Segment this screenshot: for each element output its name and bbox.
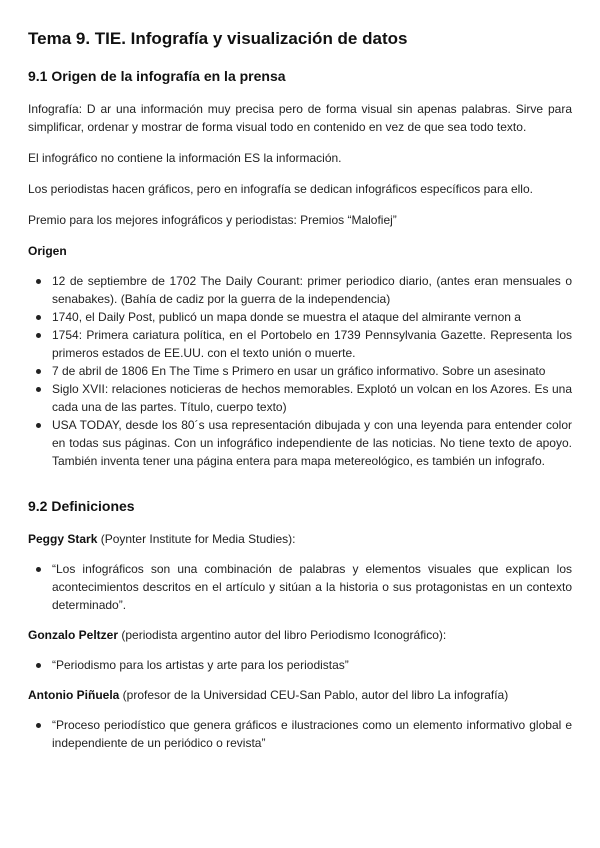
bullet-icon — [36, 663, 41, 668]
origen-list — [28, 272, 572, 470]
origen-label — [28, 242, 572, 260]
list-item-text: 1740, el Daily Post, publicó un mapa donde se muestra el ataque del almirante vernon a — [52, 310, 521, 324]
quote-list — [28, 656, 572, 674]
list-item — [52, 380, 572, 416]
bullet-icon — [36, 423, 41, 428]
paragraph-infografia-definition: Infografía: D ar una información muy precisa pero de forma visual sin apenas palabras. Sirve para simplificar, ordenar y mostrar de forma visual todo en contenido en vez de que sea todo texto. — [28, 102, 572, 134]
list-item — [52, 416, 572, 470]
paragraph-infografico-info: El infográfico no contiene la información ES la información. — [28, 151, 342, 165]
bullet-icon — [36, 723, 41, 728]
bullet-icon — [36, 279, 41, 284]
section-heading-origen: 9.1 Origen de la infografía en la prensa — [28, 68, 286, 84]
quote-text: “Los infográficos son una combinación de palabras y elementos visuales que explican los acontecimientos descritos en el artículo y sitúan a la historia o sus protagonistas en un contexto determinado”. — [52, 562, 572, 612]
bullet-icon — [36, 315, 41, 320]
list-item — [52, 362, 572, 380]
list-item — [52, 308, 572, 326]
quote-text: “Proceso periodístico que genera gráficos e ilustraciones como un elemento informativo global e independiente de un periódico o revista” — [52, 718, 572, 750]
bullet-icon — [36, 567, 41, 572]
author-name: Gonzalo Peltzer — [28, 628, 119, 642]
author-name: Antonio Piñuela — [28, 688, 120, 702]
paragraph-periodistas-graficos: Los periodistas hacen gráficos, pero en infografía se dedican infográficos específicos para ello. — [28, 182, 533, 196]
author-description: (profesor de la Universidad CEU-San Pablo, autor del libro La infografía) — [119, 688, 509, 702]
paragraph-premios-malofiej: Premio para los mejores infográficos y periodistas: Premios “Malofiej” — [28, 213, 397, 227]
bullet-icon — [36, 333, 41, 338]
list-item-text: Siglo XVII: relaciones noticieras de hechos memorables. Explotó un volcan en los Azores. Es una cada una de las partes. Título, cuerpo texto) — [52, 382, 572, 414]
document-title: Tema 9. TIE. Infografía y visualización de datos — [28, 29, 408, 48]
origen-label-text: Origen — [28, 244, 67, 258]
document-page — [28, 28, 572, 764]
quote-list — [28, 716, 572, 752]
author-peggy-stark — [28, 530, 572, 548]
list-item-text: 7 de abril de 1806 En The Time s Primero en usar un gráfico informativo. Sobre un asesinato — [52, 364, 546, 378]
author-antonio-pinuela — [28, 686, 572, 704]
author-name: Peggy Stark — [28, 532, 98, 546]
quote-item — [52, 656, 572, 674]
quote-text: “Periodismo para los artistas y arte para los periodistas” — [52, 658, 349, 672]
section-heading-definiciones: 9.2 Definiciones — [28, 498, 135, 514]
list-item-text: 1754: Primera cariatura política, en el Portobelo en 1739 Pennsylvania Gazette. Representa los primeros estados de EE.UU. con el texto unión o muerte. — [52, 328, 572, 360]
list-item — [52, 326, 572, 362]
quote-item — [52, 716, 572, 752]
author-description: (periodista argentino autor del libro Periodismo Iconográfico): — [118, 628, 447, 642]
list-item-text: 12 de septiembre de 1702 The Daily Courant: primer periodico diario, (antes eran mensuales o senabakes). (Bahía de cadiz por la guerra de la independencia) — [52, 274, 572, 306]
author-gonzalo-peltzer — [28, 626, 572, 644]
bullet-icon — [36, 369, 41, 374]
quote-item — [52, 560, 572, 614]
author-description: (Poynter Institute for Media Studies): — [97, 532, 296, 546]
quote-list — [28, 560, 572, 614]
bullet-icon — [36, 387, 41, 392]
list-item-text: USA TODAY, desde los 80´s usa representación dibujada y con una leyenda para entender color en todas sus páginas. Con un infográfico independiente de las noticias. No tiene texto de apoyo. También inventa tener una página entera para mapa metereológico, es también un infografo. — [52, 418, 572, 468]
list-item — [52, 272, 572, 308]
